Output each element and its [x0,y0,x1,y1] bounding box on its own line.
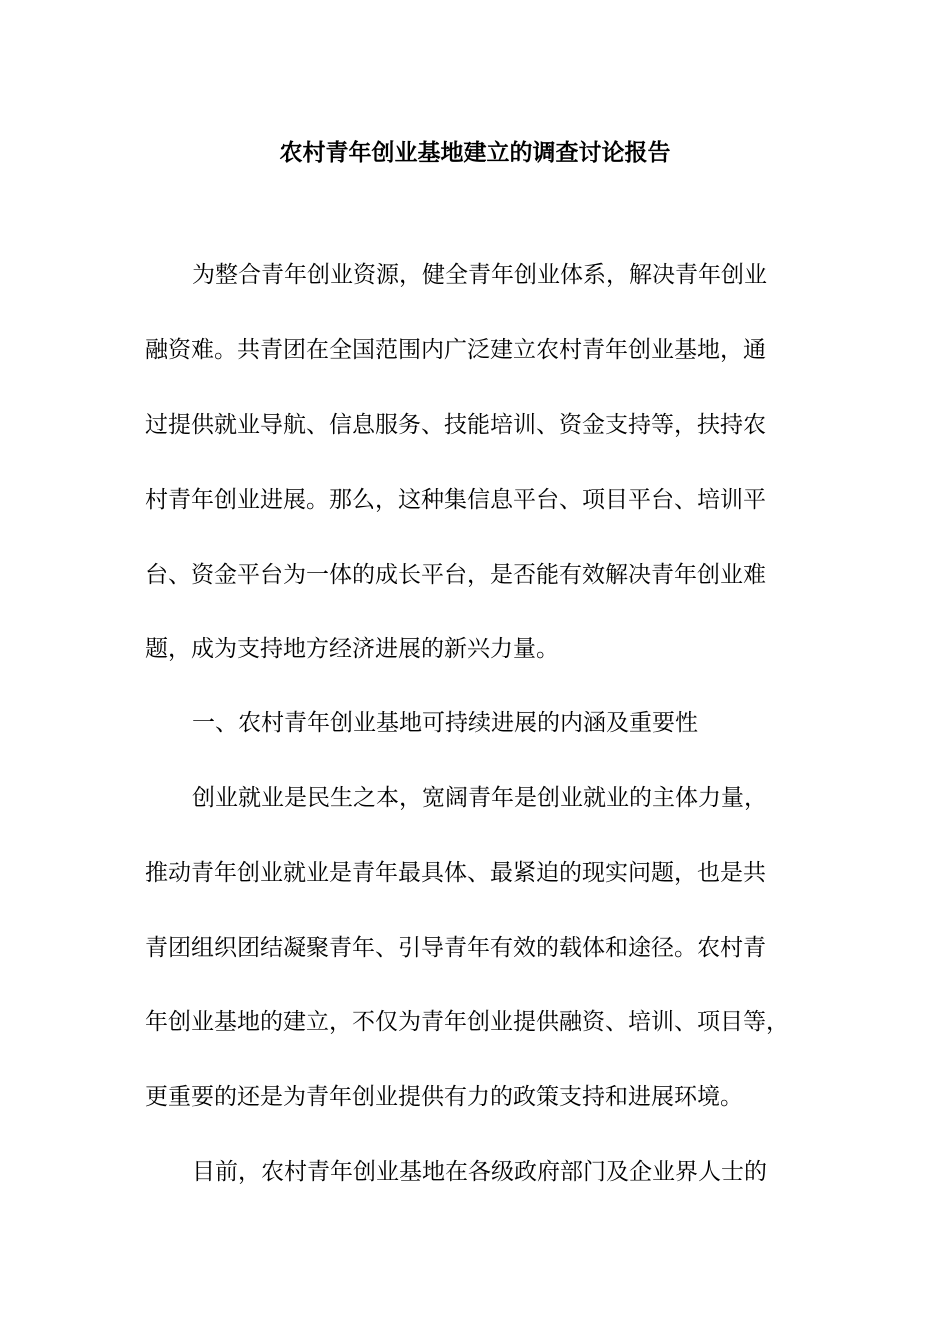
body-line-8: 推动青年创业就业是青年最具体、最紧迫的现实问题，也是共 [145,860,766,886]
section-heading-1: 一、农村青年创业基地可持续进展的内涵及重要性 [192,710,698,736]
document-title: 农村青年创业基地建立的调查讨论报告 [279,139,671,166]
body-line-9: 青团组织团结凝聚青年、引导青年有效的载体和途径。农村青 [145,935,766,961]
body-line-6: 题，成为支持地方经济进展的新兴力量。 [145,636,559,662]
body-line-3: 过提供就业导航、信息服务、技能培训、资金支持等，扶持农 [145,412,766,438]
body-line-1: 为整合青年创业资源，健全青年创业体系，解决青年创业 [192,262,767,288]
body-line-11: 更重要的还是为青年创业提供有力的政策支持和进展环境。 [145,1084,743,1110]
body-line-2: 融资难。共青团在全国范围内广泛建立农村青年创业基地，通 [145,337,766,363]
body-line-7: 创业就业是民生之本，宽阔青年是创业就业的主体力量， [192,785,767,811]
body-line-4: 村青年创业进展。那么，这种集信息平台、项目平台、培训平 [145,487,766,513]
body-line-10: 年创业基地的建立，不仅为青年创业提供融资、培训、项目等， [145,1009,789,1035]
body-line-5: 台、资金平台为一体的成长平台，是否能有效解决青年创业难 [145,562,766,588]
body-line-12: 目前，农村青年创业基地在各级政府部门及企业界人士的 [192,1159,767,1185]
